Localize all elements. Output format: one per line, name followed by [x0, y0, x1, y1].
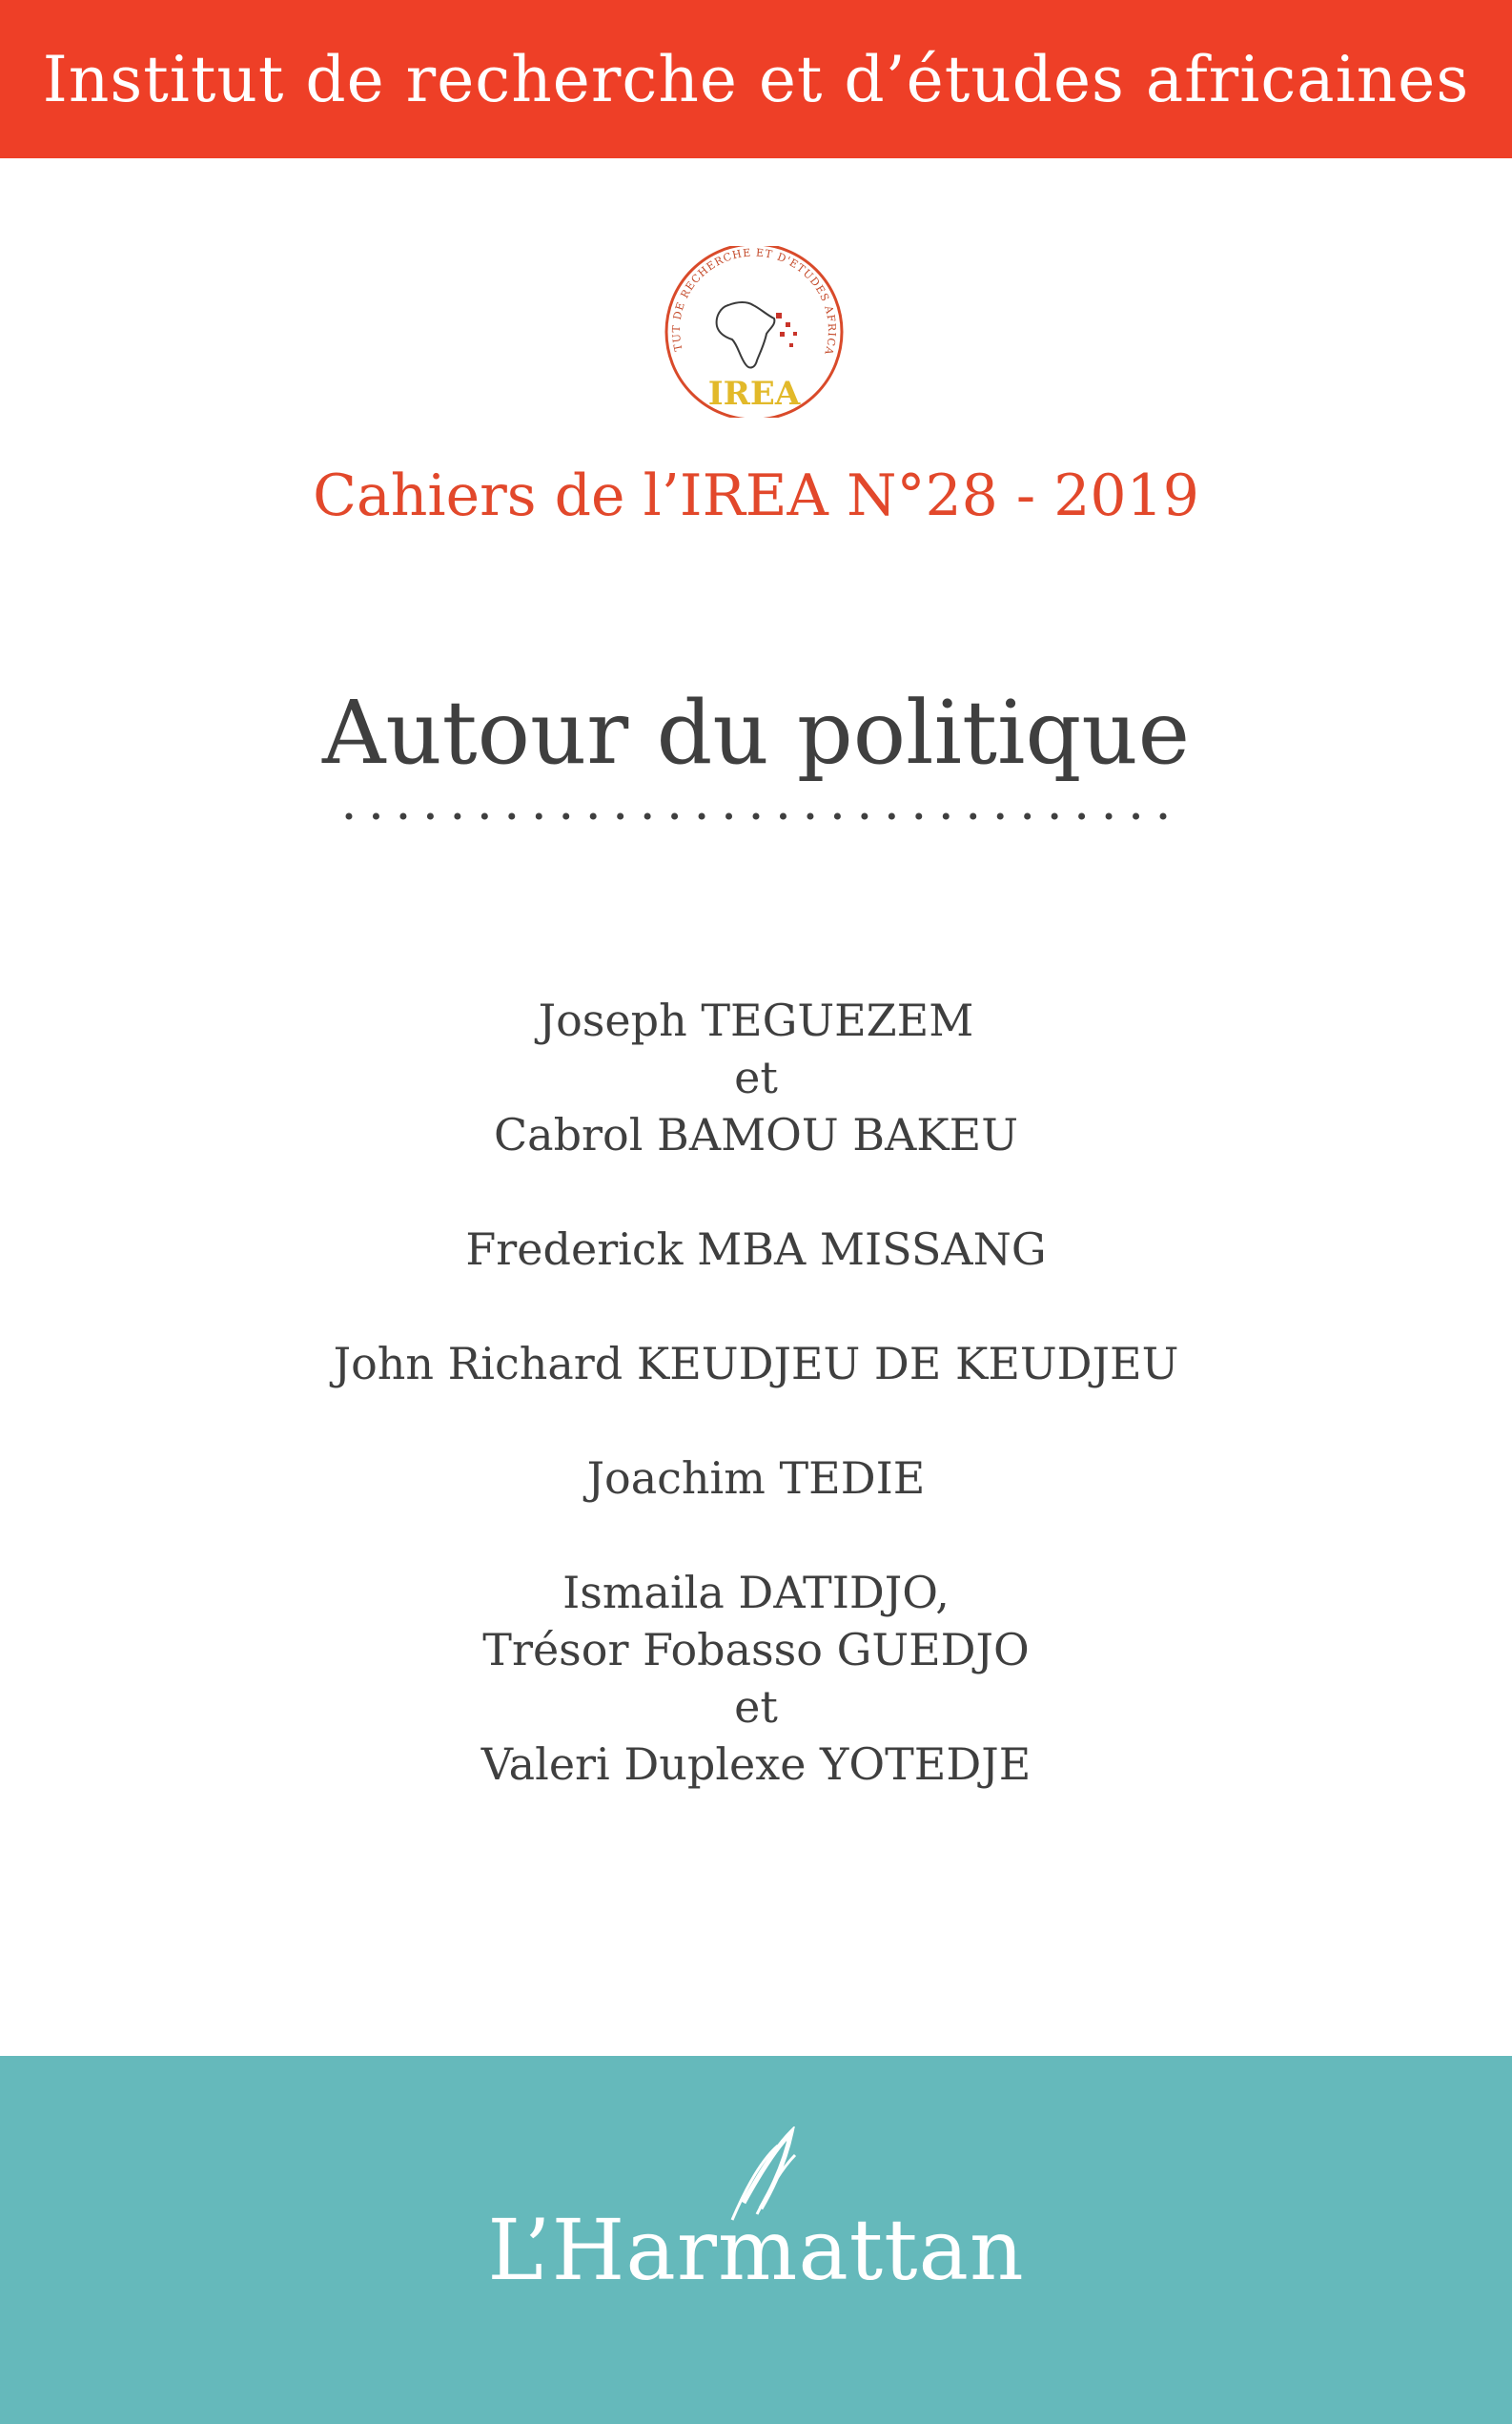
divider-dot	[834, 813, 841, 820]
author-line: Cabrol BAMOU BAKEU	[493, 1109, 1019, 1161]
author-line: Valeri Duplexe YOTEDJE	[480, 1738, 1032, 1790]
author-line: Frederick MBA MISSANG	[465, 1223, 1047, 1275]
dotted-divider	[343, 809, 1169, 824]
series-label: Cahiers de l’IREA N°28 - 2019	[313, 462, 1199, 529]
author-line: John Richard KEUDJEU DE KEUDJEU	[333, 1338, 1179, 1389]
logo-ring-text: TUT DE RECHERCHE ET D'ETUDES AFRICA	[669, 246, 839, 358]
divider-dot	[427, 813, 434, 820]
divider-dot	[753, 813, 760, 820]
divider-dot	[671, 813, 678, 820]
author-group	[0, 1221, 1512, 1278]
author-list	[0, 992, 1512, 1850]
publisher-name: L’Harmattan	[487, 2201, 1025, 2299]
divider-dot	[970, 813, 976, 820]
divider-dot	[889, 813, 895, 820]
svg-text:INSTITUT DE RECHERCHE ET D'ETU	[654, 246, 838, 357]
divider-dot	[1078, 813, 1085, 820]
author-line: et	[734, 1681, 778, 1733]
divider-dot	[536, 813, 542, 820]
divider-dot	[590, 813, 597, 820]
header-band	[0, 0, 1512, 158]
divider-dot	[508, 813, 515, 820]
page-title: Autour du politique	[321, 682, 1191, 784]
divider-dot	[481, 813, 488, 820]
divider-dot	[454, 813, 460, 820]
divider-dot	[725, 813, 732, 820]
divider-dot	[807, 813, 813, 820]
divider-dot	[373, 813, 379, 820]
divider-dot	[943, 813, 950, 820]
divider-dot	[1106, 813, 1113, 820]
divider-dot	[1024, 813, 1031, 820]
author-group	[0, 1564, 1512, 1793]
author-line: Joachim TEDIE	[586, 1452, 926, 1504]
divider-dot	[699, 813, 705, 820]
irea-logo	[654, 246, 854, 418]
author-group	[0, 1335, 1512, 1392]
divider-dot	[1133, 813, 1139, 820]
divider-dot	[1160, 813, 1167, 820]
author-line: Joseph TEGUEZEM	[538, 995, 974, 1046]
divider-dot	[562, 813, 569, 820]
divider-dot	[915, 813, 922, 820]
divider-dot	[1052, 813, 1058, 820]
divider-dot	[861, 813, 868, 820]
divider-dot	[997, 813, 1004, 820]
author-group	[0, 992, 1512, 1163]
author-line: Ismaila DATIDJO,	[562, 1567, 950, 1618]
irea-logo-icon	[654, 246, 854, 418]
author-line: et	[734, 1052, 778, 1103]
divider-dot	[780, 813, 787, 820]
divider-dot	[644, 813, 651, 820]
author-group	[0, 1449, 1512, 1507]
logo-irea-text: IREA	[707, 375, 801, 413]
divider-dot	[399, 813, 406, 820]
author-line: Trésor Fobasso GUEDJO	[482, 1624, 1030, 1675]
divider-dot	[617, 813, 623, 820]
divider-dot	[346, 813, 353, 820]
institute-name: Institut de recherche et d’études africaines	[42, 42, 1470, 116]
